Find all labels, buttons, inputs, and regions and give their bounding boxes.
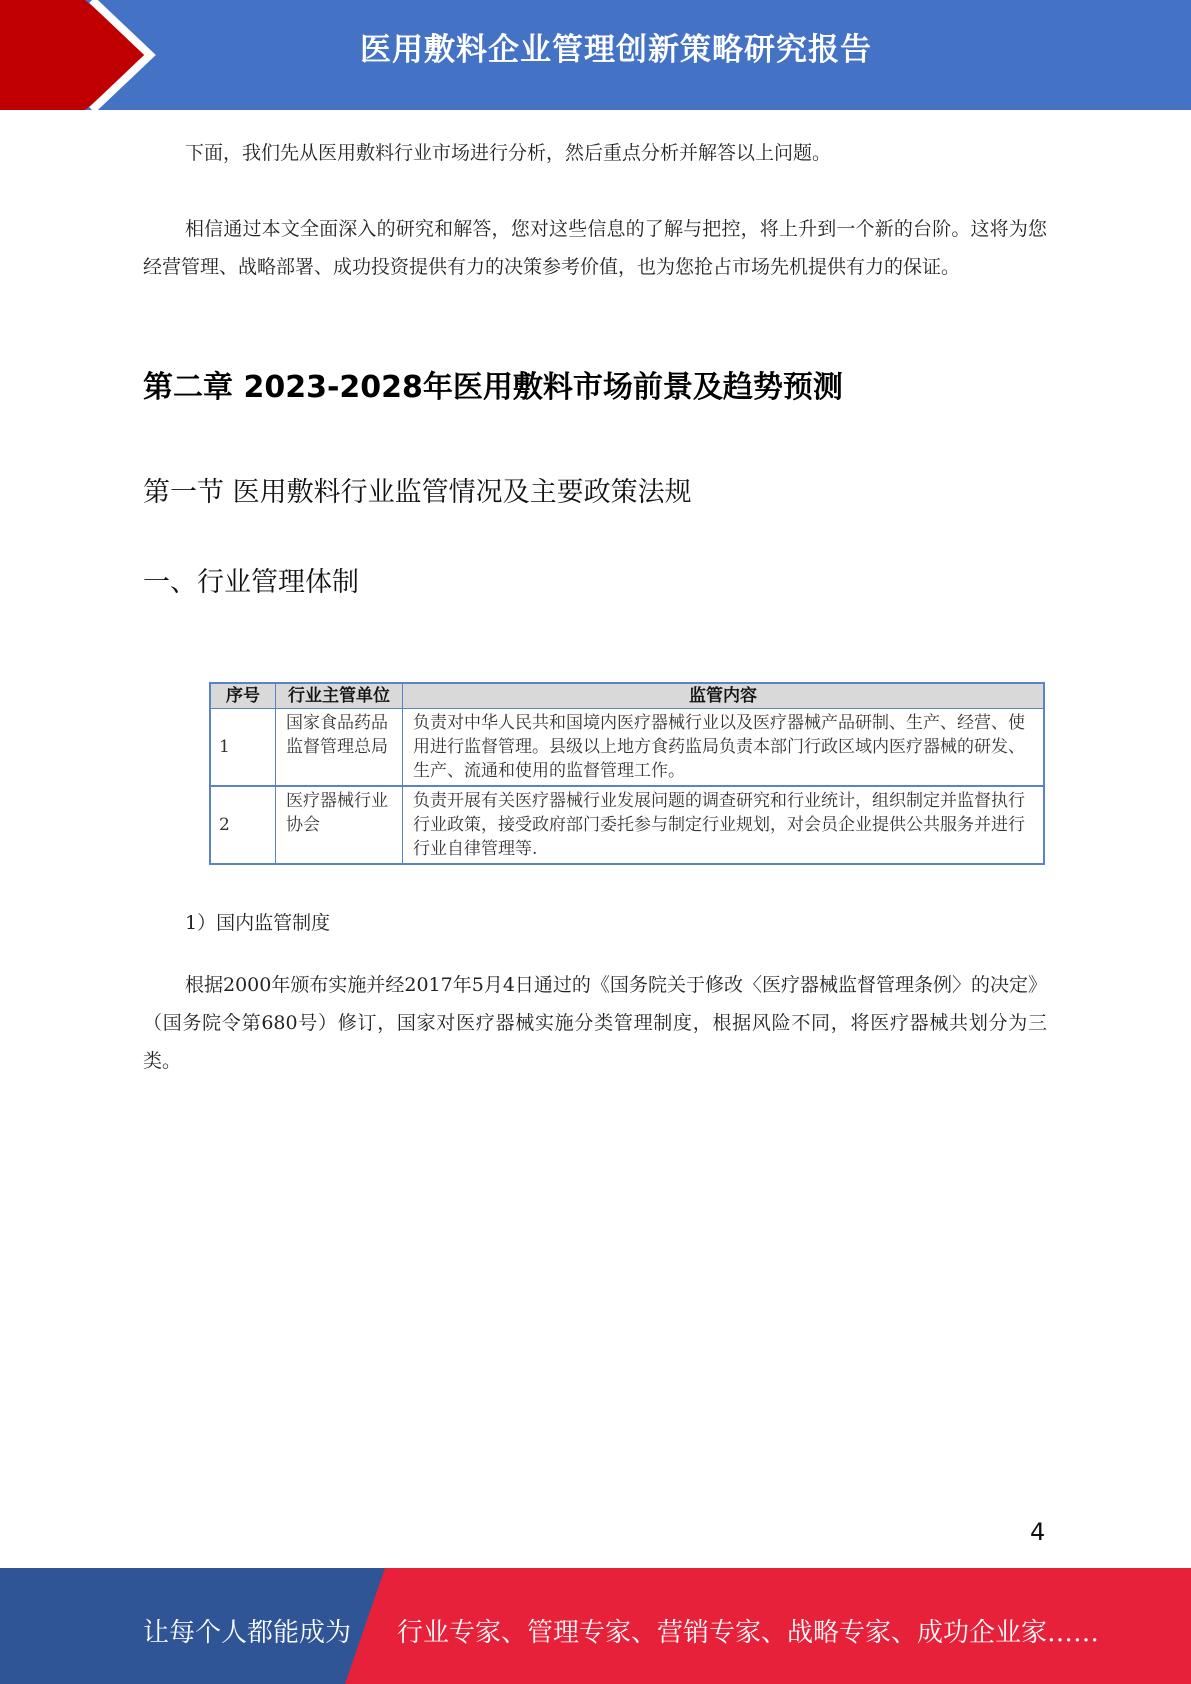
report-title: 医用敷料企业管理创新策略研究报告 (360, 32, 872, 68)
footer-slogan-right: 行业专家、管理专家、营销专家、战略专家、成功企业家…… (397, 1618, 1100, 1648)
table-row (210, 786, 1044, 864)
intro-paragraph-1: 下面，我们先从医用敷料行业市场进行分析，然后重点分析并解答以上问题。 (185, 142, 832, 164)
row-content: 负责开展有关医疗器械行业发展问题的调查研究和行业统计，组织制定并监督执行行业政策，接受政府部门委托参与制定行业规划，对会员企业提供公共服务并进行行业自律管理等. (403, 786, 1045, 864)
row-unit: 医疗器械行业协会 (276, 786, 403, 864)
header-no: 序号 (210, 683, 276, 709)
subsection-title: 一、行业管理体制 (143, 567, 359, 598)
chapter-title: 第二章 2023-2028年医用敷料市场前景及趋势预测 (143, 370, 843, 405)
list-item-domestic-regulation: 1）国内监管制度 (185, 912, 331, 934)
row-no: 1 (210, 709, 276, 787)
row-no: 2 (210, 786, 276, 864)
header-unit: 行业主管单位 (276, 683, 403, 709)
page-number: 4 (1030, 1518, 1046, 1546)
law-paragraph: 根据2000年颁布实施并经2017年5月4日通过的《国务院关于修改〈医疗器械监督管理条例〉的决定》（国务院令第680号）修订，国家对医疗器械实施分类管理制度，根据风险不同，将医疗器械共划分为三类。 (143, 974, 1047, 1072)
footer-slogan-left: 让每个人都能成为 (143, 1618, 352, 1648)
row-unit: 国家食品药品监督管理总局 (276, 709, 403, 787)
footer-banner (0, 1568, 1191, 1684)
row-content: 负责对中华人民共和国境内医疗器械行业以及医疗器械产品研制、生产、经营、使用进行监督管理。县级以上地方食药监局负责本部门行政区域内医疗器械的研发、生产、流通和使用的监督管理工作。 (403, 709, 1045, 787)
table-header-row (210, 683, 1044, 709)
table-row (210, 709, 1044, 787)
header-banner (0, 0, 1191, 110)
section-title: 第一节 医用敷料行业监管情况及主要政策法规 (143, 477, 692, 508)
header-content: 监管内容 (403, 683, 1045, 709)
intro-paragraph-2: 相信通过本文全面深入的研究和解答，您对这些信息的了解与把控，将上升到一个新的台阶。这将为您经营管理、战略部署、成功投资提供有力的决策参考价值，也为您抢占市场先机提供有力的保证。 (143, 218, 1047, 278)
regulation-table (209, 682, 1045, 865)
